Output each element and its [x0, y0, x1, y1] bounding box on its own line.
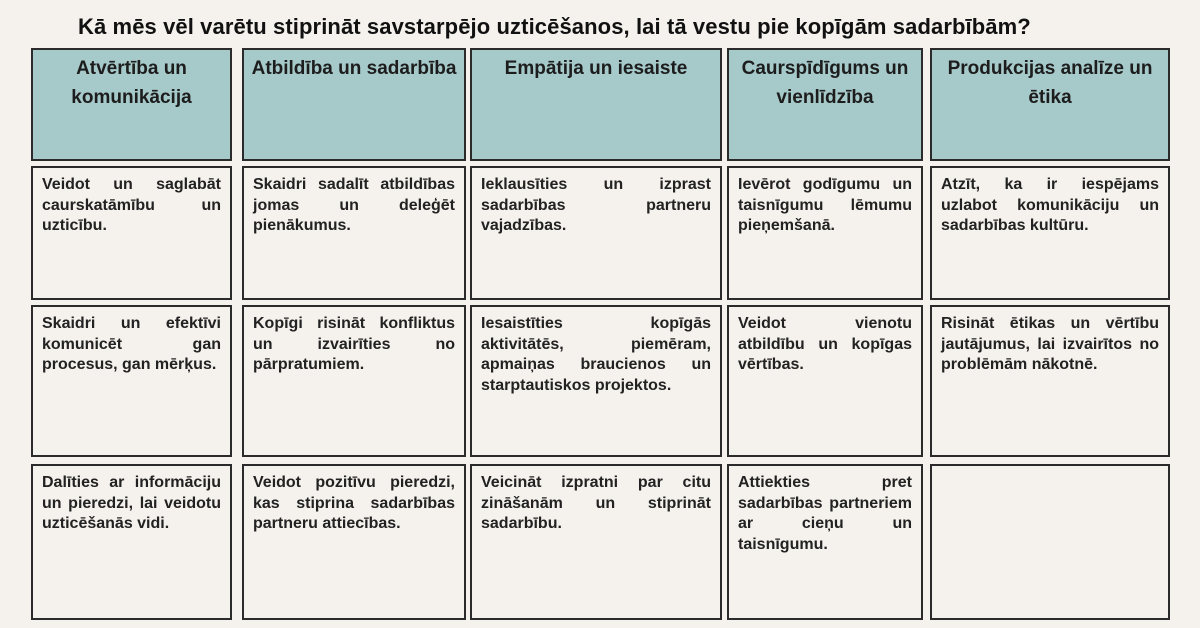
column-header-transparency: Caurspīdīgums un vienlīdzība: [727, 48, 923, 161]
table-cell: Dalīties ar informāciju un pieredzi, lai veidotu uzticēšanās vidi.: [31, 464, 232, 620]
table-cell: Veidot un saglabāt caurskatāmību un uzticību.: [31, 166, 232, 300]
table-cell: Atzīt, ka ir iespējams uzlabot komunikāciju un sadarbības kultūru.: [930, 166, 1170, 300]
table-cell: Attiekties pret sadarbības partneriem ar cieņu un taisnīgumu.: [727, 464, 923, 620]
column-header-openness: Atvērtība un komunikācija: [31, 48, 232, 161]
column-header-empathy: Empātija un iesaiste: [470, 48, 722, 161]
table-cell: Ieklausīties un izprast sadarbības partneru vajadzības.: [470, 166, 722, 300]
table-cell: Skaidri sadalīt atbildības jomas un deleģēt pienākumus.: [242, 166, 466, 300]
table-cell: Skaidri un efektīvi komunicēt gan procesus, gan mērķus.: [31, 305, 232, 457]
table-cell-empty: [930, 464, 1170, 620]
page-title: Kā mēs vēl varētu stiprināt savstarpējo uzticēšanos, lai tā vestu pie kopīgām sadarbībām?: [78, 14, 1031, 39]
table-cell: Risināt ētikas un vērtību jautājumus, lai izvairītos no problēmām nākotnē.: [930, 305, 1170, 457]
table-cell: Veidot vienotu atbildību un kopīgas vērtības.: [727, 305, 923, 457]
table-cell: Ievērot godīgumu un taisnīgumu lēmumu pieņemšanā.: [727, 166, 923, 300]
table-cell: Kopīgi risināt konfliktus un izvairīties no pārpratumiem.: [242, 305, 466, 457]
table-cell: Veicināt izpratni par citu zināšanām un stiprināt sadarbību.: [470, 464, 722, 620]
column-header-responsibility: Atbildība un sadarbība: [242, 48, 466, 161]
table-cell: Iesaistīties kopīgās aktivitātēs, piemēram, apmaiņas braucienos un starptautiskos projektos.: [470, 305, 722, 457]
table-cell: Veidot pozitīvu pieredzi, kas stiprina sadarbības partneru attiecības.: [242, 464, 466, 620]
column-header-ethics: Produkcijas analīze un ētika: [930, 48, 1170, 161]
